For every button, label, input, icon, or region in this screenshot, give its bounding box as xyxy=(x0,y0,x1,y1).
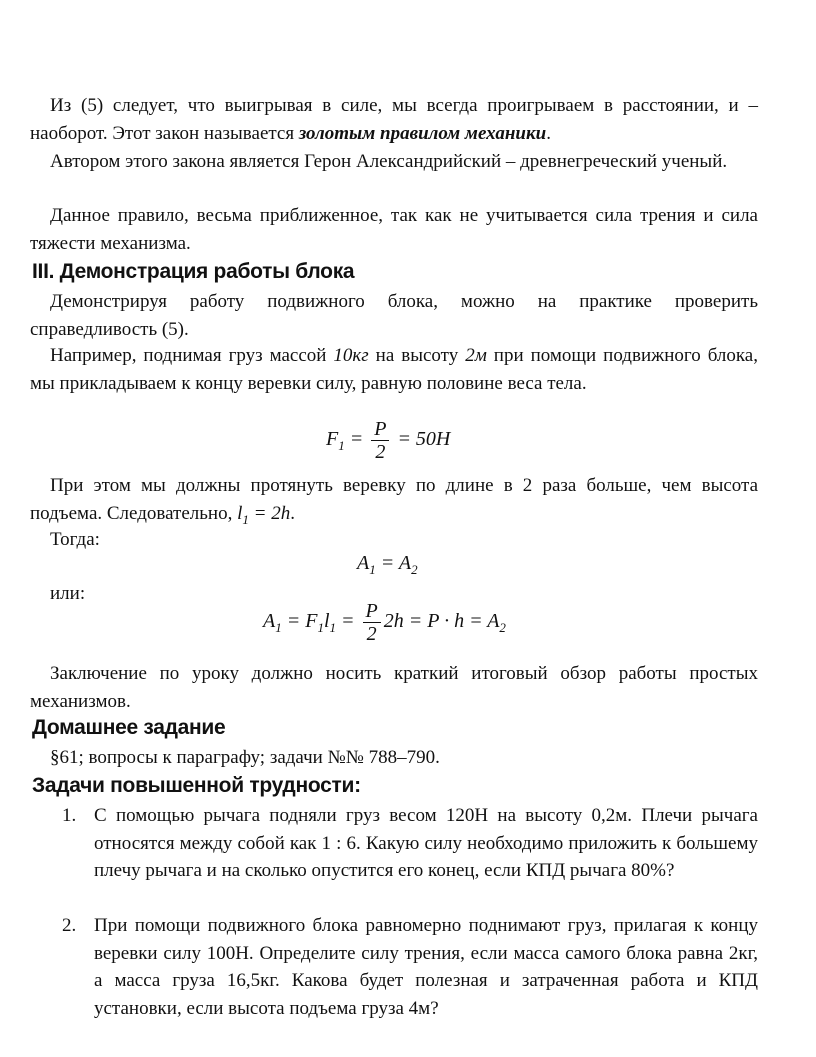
fraction-p-over-2: $\frac{P}{2}$ xyxy=(371,418,389,463)
formula-work-chain: $A_1 = F_1l_1$ = $\frac{P}{2}$ $2h = P \cdot h = A_2$ xyxy=(263,600,506,645)
paragraph-example: Например, поднимая груз массой 10кг на высоту 2м при помощи подвижного блока, мы прикладываем к концу веревки силу, равную половине веса тела. xyxy=(30,345,758,394)
task-text: При помощи подвижного блока равномерно поднимают груз, прилагая к концу веревки силу 100Н. Определите силу трения, если масса самого блока равна 2кг, а масса груза 16,5кг. Какова будет полезная и затраченная работа и КПД установки, если высота подъема груза 4м? xyxy=(94,915,758,1019)
task-item xyxy=(64,802,758,885)
heading-block-demo: III. Демонстрация работы блока xyxy=(32,260,355,283)
heading-homework: Домашнее задание xyxy=(32,716,226,739)
fraction-p-over-2-second: $\frac{P}{2}$ xyxy=(363,600,381,645)
golden-rule-term: золотым правилом механики xyxy=(298,122,547,144)
formula-force: $F_1$ = $\frac{P}{2}$ = 50H xyxy=(326,418,451,463)
paragraph-demo-intro: Демонстрируя работу подвижного блока, можно на практике проверить справедливость (5). xyxy=(30,291,758,340)
formula-work-equality: $A_1 = A_2$ xyxy=(357,552,418,577)
paragraph-heron: Автором этого закона является Герон Александрийский – древнегреческий ученый. xyxy=(50,151,728,172)
task-text: С помощью рычага подняли груз весом 120Н на высоту 0,2м. Плечи рычага относятся между собой как 1 : 6. Какую силу необходимо приложить к большему плечу рычага и на сколько опустится его конец, если КПД рычага 80%? xyxy=(94,805,758,881)
paragraph-conclusion: Заключение по уроку должно носить краткий итоговый обзор работы простых механизмов. xyxy=(30,663,758,712)
task-number: 2. xyxy=(62,915,77,936)
paragraph-rope-length: При этом мы должны протянуть веревку по длине в 2 раза больше, чем высота подъема. Следовательно, $l_1 = 2h$. xyxy=(30,475,758,527)
task-number: 1. xyxy=(62,805,77,826)
paragraph-approximation: Данное правило, весьма приближенное, так как не учитывается сила трения и сила тяжести механизма. xyxy=(30,205,758,254)
task-item xyxy=(64,912,758,1022)
homework-text: §61; вопросы к параграфу; задачи №№ 788–790. xyxy=(50,747,440,768)
heading-hard-tasks: Задачи повышенной трудности: xyxy=(32,774,361,797)
paragraph-golden-rule: Из (5) следует, что выигрывая в силе, мы всегда проигрываем в расстоянии, и – наоборот. Этот закон называется золотым правилом механики. xyxy=(30,95,758,144)
label-or: или: xyxy=(50,583,86,604)
label-then: Тогда: xyxy=(50,529,100,550)
